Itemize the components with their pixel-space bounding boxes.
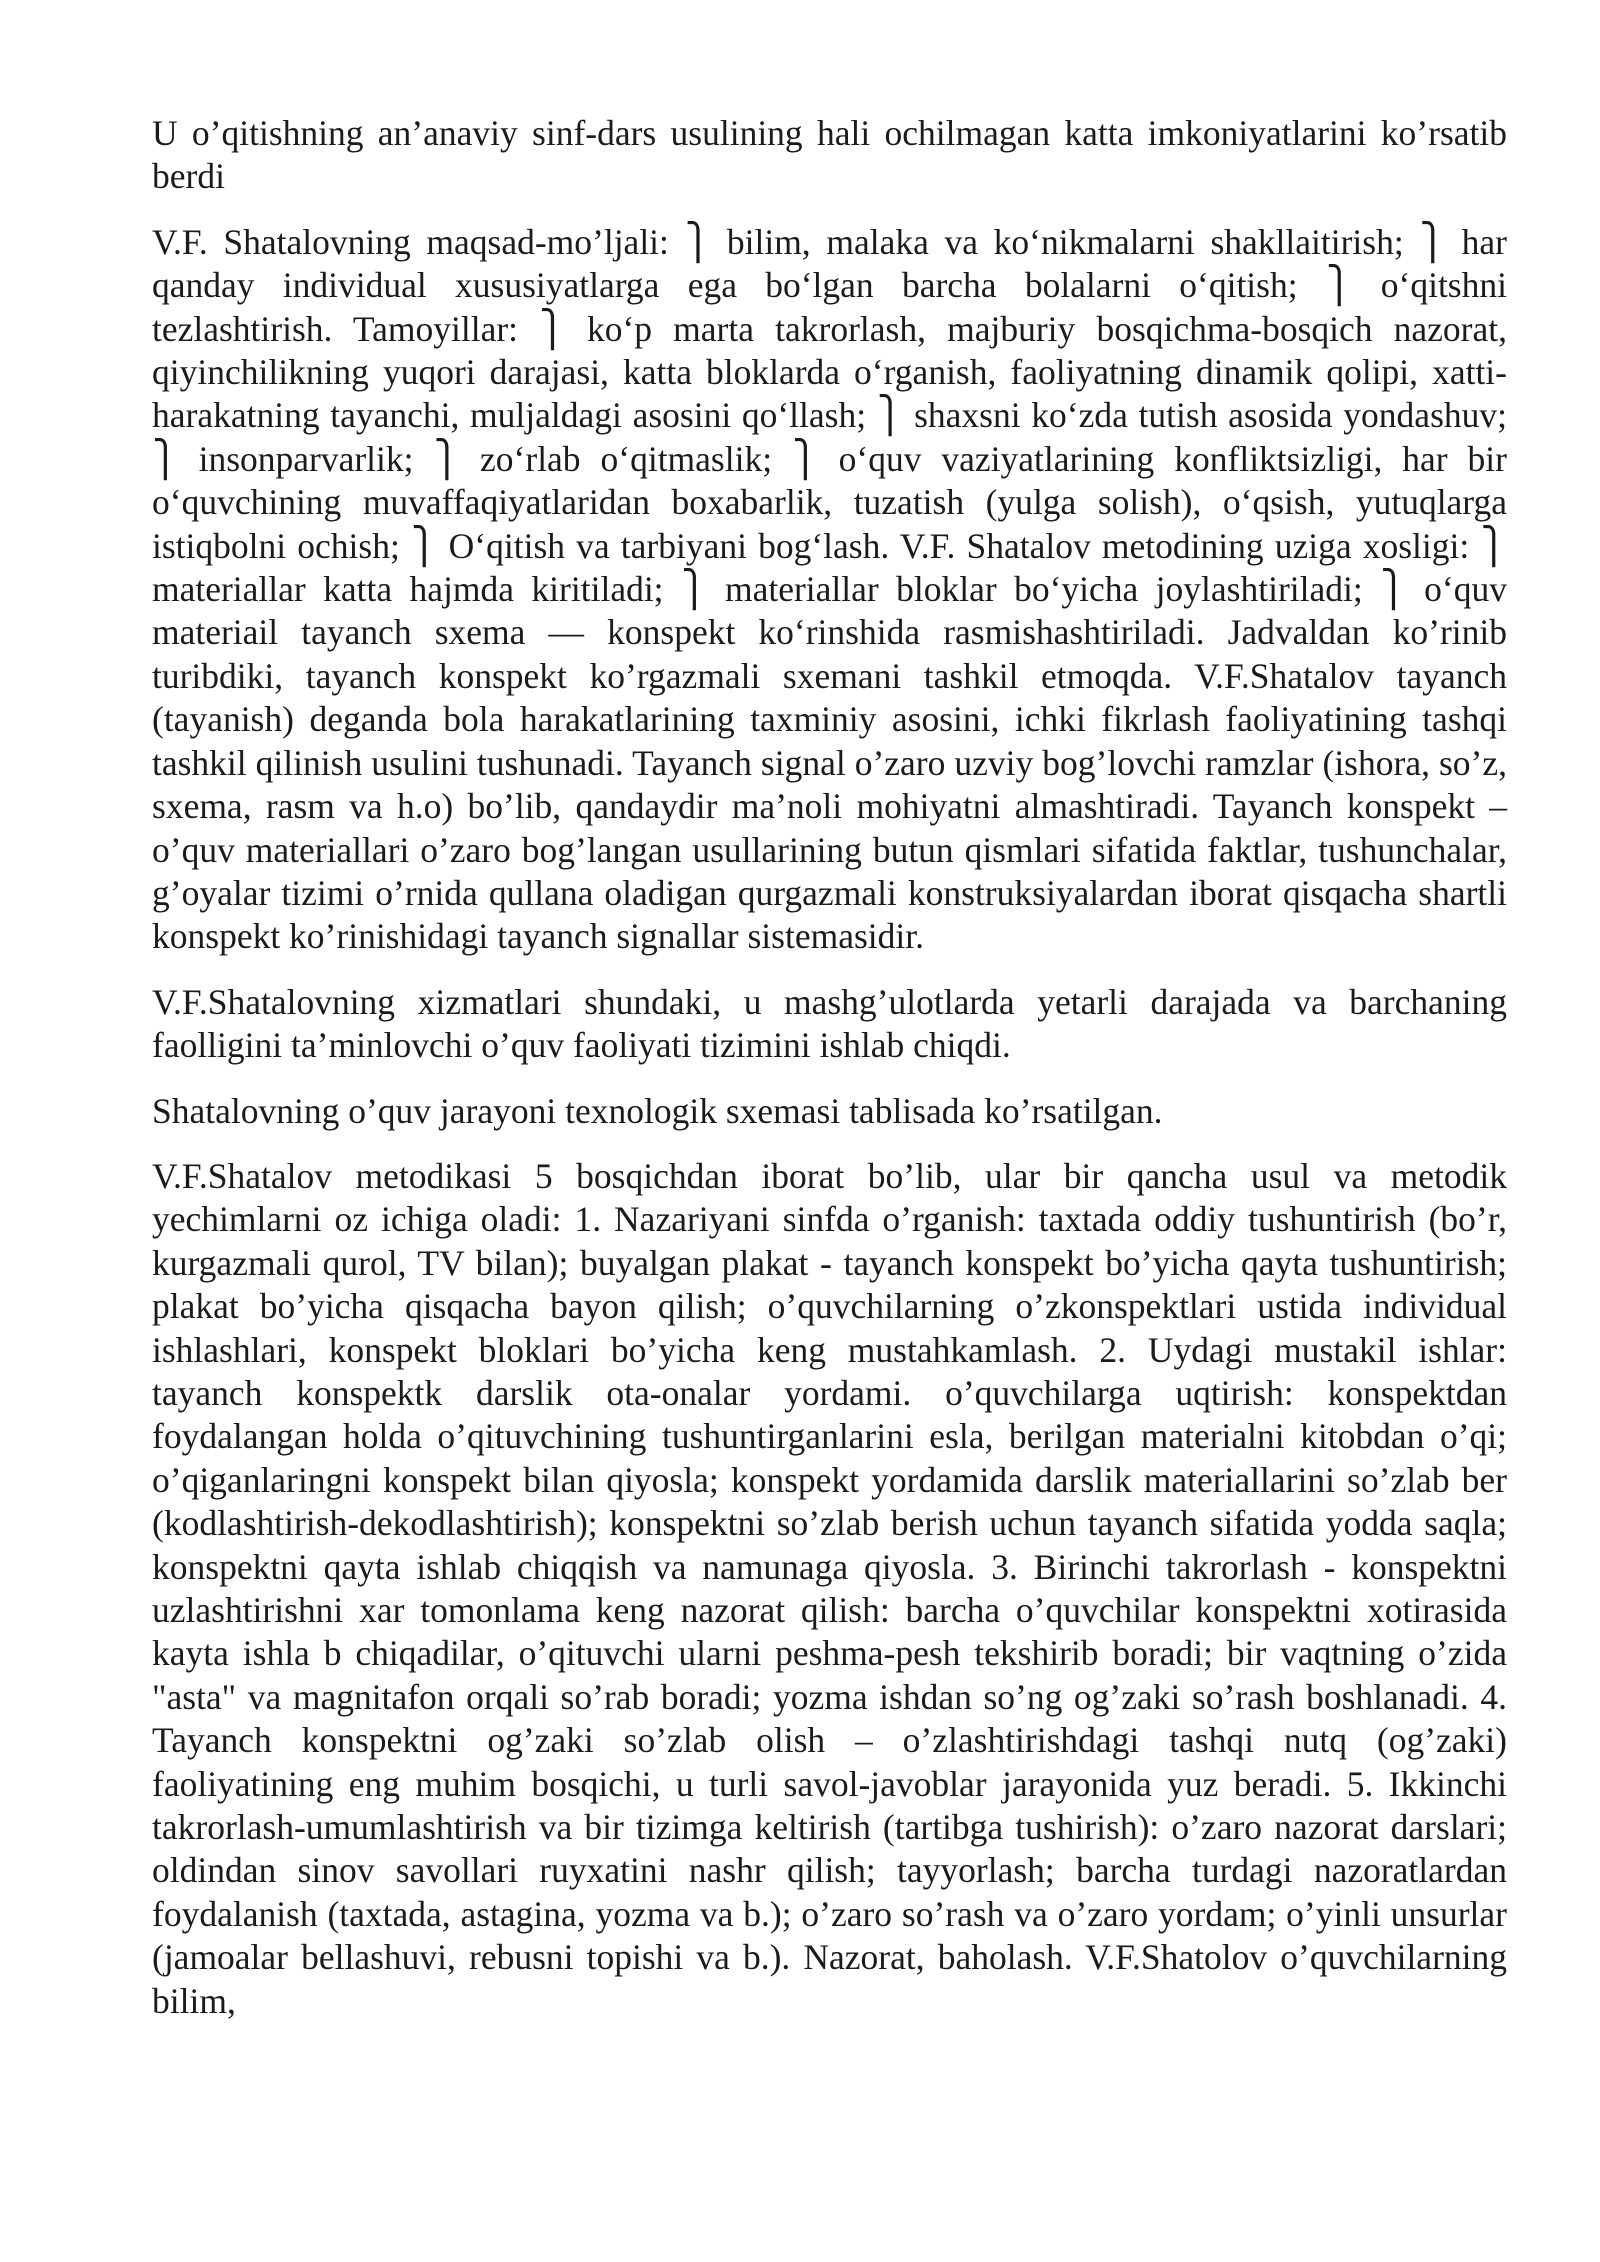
paragraph-shatalov-goals: V.F. Shatalovning maqsad-mo’ljali: ⎫ bilim, malaka va koʻnikmalarni shakllaitirish; ⎫ har qanday individual xususiyatlarga ega boʻlgan barcha bolalarni oʻqitish; ⎫ oʻqitshni tezlashtirish. Tamoyillar: ⎫ koʻp marta takrorlash, majburiy bosqichma-bosqich nazorat, qiyinchilikning yuqori darajasi, katta bloklarda oʻrganish, faoliyatning dinamik qolipi, xatti-harakatning tayanchi, muljaldagi asosini qoʻllash; ⎫ shaxsni koʻzda tutish asosida yondashuv; ⎫ insonparvarlik; ⎫ zoʻrlab oʻqitmaslik; ⎫ oʻquv vaziyatlarining konfliktsizligi, har bir oʻquvchining muvaffaqiyatlaridan boxabarlik, tuzatish (yulga solish), oʻqsish, yutuqlarga istiqbolni ochish; ⎫ Oʻqitish va tarbiyani bogʻlash. V.F. Shatalov metodining uziga xosligi: ⎫ materiallar katta hajmda kiritiladi; ⎫ materiallar bloklar boʻyicha joylashtiriladi; ⎫ oʻquv materiail tayanch sxema — konspekt koʻrinshida rasmishashtiriladi. Jadvaldan ko’rinib turibdiki, tayanch konspekt ko’rgazmali sxemani tashkil etmoqda. V.F.Shatalov tayanch (tayanish) deganda bola harakatlarining taxminiy asosini, ichki fikrlash faoliyatining tashqi tashkil qilinish usulini tushunadi. Tayanch signal o’zaro uzviy bog’lovchi ramzlar (ishora, so’z, sxema, rasm va h.o) bo’lib, qandaydir ma’noli mohiyatni almashtiradi. Tayanch konspekt – o’quv materiallari o’zaro bog’langan usullarining butun qismlari sifatida faktlar, tushunchalar, g’oyalar tizimi o’rnida qullana oladigan qurgazmali konstruksiyalardan iborat qisqacha shartli konspekt ko’rinishidagi tayanch signallar sistemasidir.: [152, 221, 1507, 957]
paragraph-methodology-stages: V.F.Shatalov metodikasi 5 bosqichdan iborat bo’lib, ular bir qancha usul va metodik yechimlarni oz ichiga oladi: 1. Nazariyani sinfda o’rganish: taxtada oddiy tushuntirish (bo’r, kurgazmali qurol, TV bilan); buyalgan plakat - tayanch konspekt bo’yicha qayta tushuntirish; plakat bo’yicha qisqacha bayon qilish; o’quvchilarning o’zkonspektlari ustida individual ishlashlari, konspekt bloklari bo’yicha keng mustahkamlash. 2. Uydagi mustakil ishlar: tayanch konspektk darslik ota-onalar yordami. o’quvchilarga uqtirish: konspektdan foydalangan holda o’qituvchining tushuntirganlarini esla, berilgan materialni kitobdan o’qi; o’qiganlaringni konspekt bilan qiyosla; konspekt yordamida darslik materiallarini so’zlab ber (kodlashtirish-dekodlashtirish); konspektni so’zlab berish uchun tayanch sifatida yodda saqla; konspektni qayta ishlab chiqqish va namunaga qiyosla. 3. Birinchi takrorlash - konspektni uzlashtirishni xar tomonlama keng nazorat qilish: barcha o’quvchilar konspektni xotirasida kayta ishla b chiqadilar, o’qituvchi ularni peshma-pesh tekshirib boradi; bir vaqtning o’zida "asta" va magnitafon orqali so’rab boradi; yozma ishdan so’ng og’zaki so’rash boshlanadi. 4. Tayanch konspektni og’zaki so’zlab olish – o’zlashtirishdagi tashqi nutq (og’zaki) faoliyatining eng muhim bosqichi, u turli savol-javoblar jarayonida yuz beradi. 5. Ikkinchi takrorlash-umumlashtirish va bir tizimga keltirish (tartibga tushirish): o’zaro nazorat darslari; oldindan sinov savollari ruyxatini nashr qilish; tayyorlash; barcha turdagi nazoratlardan foydalanish (taxtada, astagina, yozma va b.); o’zaro so’rash va o’zaro yordam; o’yinli unsurlar (jamoalar bellashuvi, rebusni topishi va b.). Nazorat, baholash. V.F.Shatolov o’quvchilarning bilim,: [152, 1155, 1507, 2021]
paragraph-process-scheme: Shatalovning o’quv jarayoni texnologik sxemasi tablisada ko’rsatilgan.: [152, 1090, 1163, 1131]
paragraph-shatalov-merits: V.F.Shatalovning xizmatlari shundaki, u mashg’ulotlarda yetarli darajada va barchaning faolligini ta’minlovchi o’quv faoliyati tizimini ishlab chiqdi.: [152, 981, 1507, 1066]
document-page: [152, 112, 1507, 2045]
paragraph-intro: U o’qitishning an’anaviy sinf-dars usulining hali ochilmagan katta imkoniyatlarini ko’rsatib berdi: [152, 113, 1507, 197]
